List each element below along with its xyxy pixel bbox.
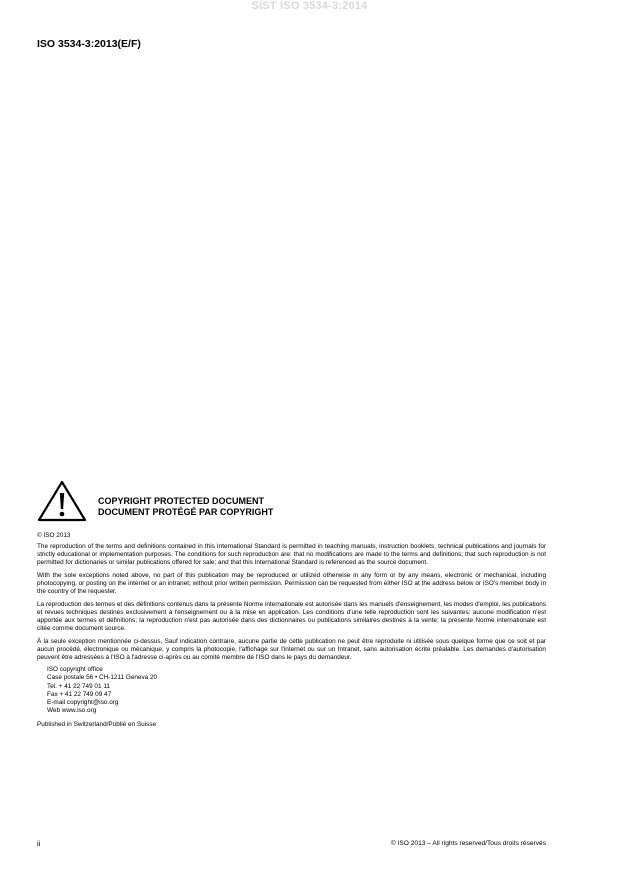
copyright-title-en: COPYRIGHT PROTECTED DOCUMENT	[98, 496, 265, 506]
address-line: Fax + 41 22 749 09 47	[47, 690, 112, 698]
warning-icon	[37, 480, 87, 522]
address-line: Case postale 56 • CH-1211 Geneva 20	[47, 674, 158, 682]
published-in: Published in Switzerland/Publié en Suisse	[37, 720, 157, 728]
watermark: SIST ISO 3534-3:2014	[251, 0, 368, 12]
copyright-paragraph-en-2: With the sole exceptions noted above, no part of this publication may be reproduced or utilized otherwise in any form or by any means, electronic or mechanical, including photocopying, or posting on the internet or an intranet, without prior written permission. Permission can be requested from either ISO at the address below or ISO's member body in the country of the requester.	[37, 571, 546, 596]
copyright-paragraph-fr-2: À la seule exception mentionnée ci-dessus, Sauf indication contraire, aucune partie de cette publication ne peut être reproduite ni utilisée sous quelque forme que ce soit et par aucun procédé, électronique ou mécanique, y compris la photocopie, l'affichage sur l'internet ou sur un Intranet, sans autorisation écrite préalable. Les demandes d'autorisation peuvent être adressées à l'ISO à l'adresse ci-après ou au comité membre de l'ISO dans le pays du demandeur.	[37, 637, 546, 661]
address-line: Tel. + 41 22 749 01 11	[47, 682, 110, 690]
copyright-body	[37, 532, 546, 733]
copyright-office-address	[47, 666, 546, 715]
address-line: ISO copyright office	[47, 666, 103, 674]
copyright-title-fr: DOCUMENT PROTÉGÉ PAR COPYRIGHT	[98, 507, 274, 517]
address-line: E-mail copyright@iso.org	[47, 698, 119, 706]
copyright-paragraph-en-1: The reproduction of the terms and definitions contained in this International Standard is permitted in teaching manuals, instruction booklets, technical publications and journals for strictly educational or implementation purposes. The conditions for such reproduction are: that no modifications are made to the terms and definitions; that such reproduction is not permitted for dictionaries or similar publications offered for sale; and that this International Standard is referenced as the source document.	[37, 543, 546, 567]
footer-rights: © ISO 2013 – All rights reserved/Tous droits réservés	[390, 840, 546, 847]
address-line: Web www.iso.org	[47, 706, 97, 714]
copyright-heading	[98, 496, 273, 518]
document-id: ISO 3534-3:2013(E/F)	[37, 38, 141, 50]
page-number: ii	[37, 839, 41, 848]
copyright-paragraph-fr-1: La reproduction des termes et des définitions contenus dans la présente Norme internationale est autorisée dans les manuels d'enseignement, les modes d'emploi, les publications et revues techniques destinés exclusivement à l'enseignement ou à la mise en application. Les conditions d'une telle reproduction sont les suivantes: aucune modification n'est apportée aux termes et définitions; la reproduction n'est pas autorisée dans des dictionnaires ou publications similaires destinés à la vente; la présente Norme internationale est citée comme document source.	[37, 600, 546, 632]
copyright-notice: © ISO 2013	[37, 532, 71, 539]
